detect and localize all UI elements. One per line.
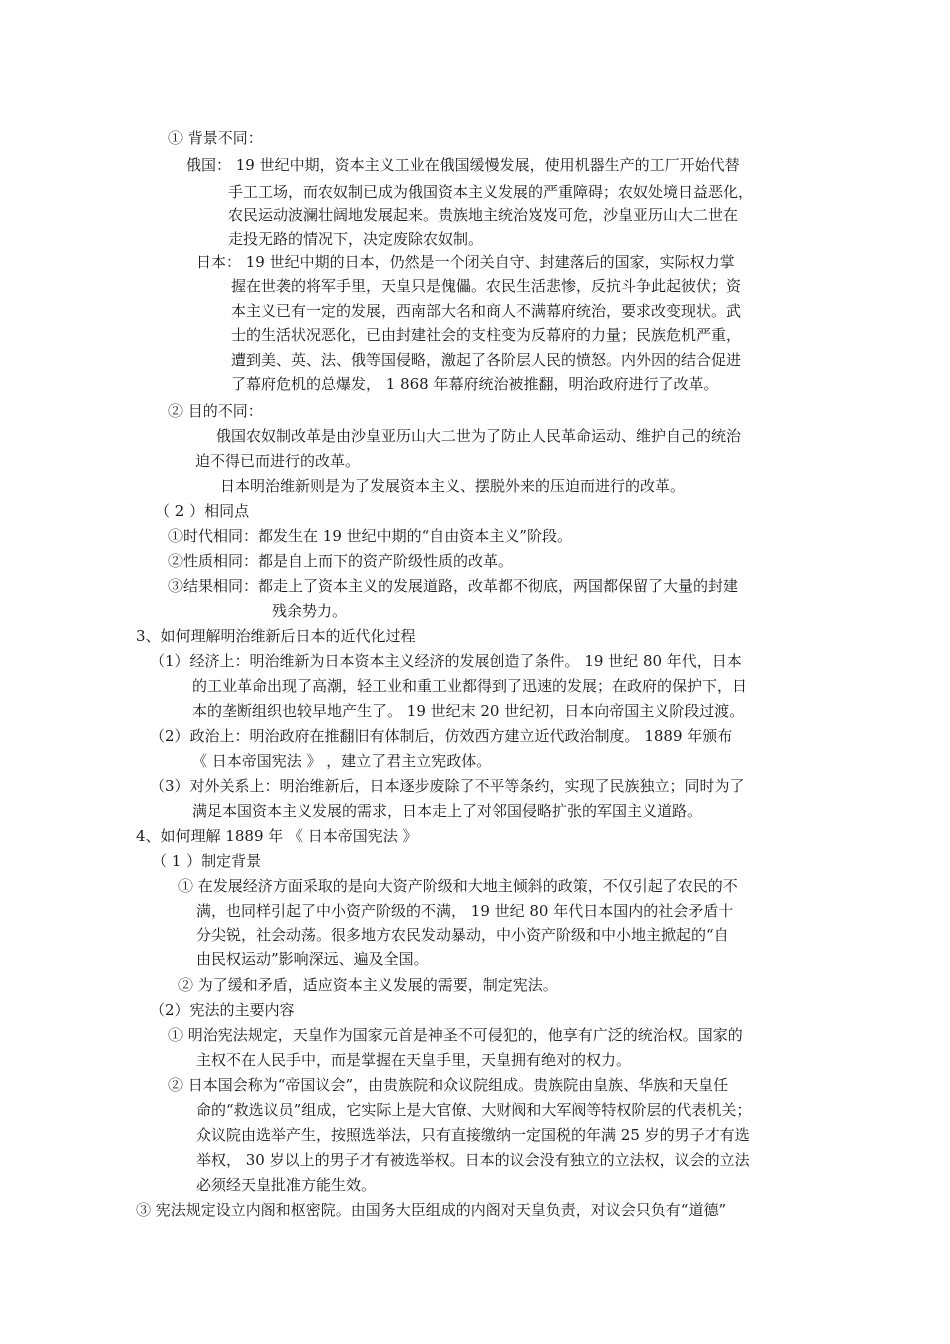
text-line: 俄国： 19 世纪中期，资本主义工业在俄国缓慢发展，使用机器生产的工厂开始代替 — [186, 156, 740, 174]
text-line: （2）宪法的主要内容 — [150, 1001, 295, 1019]
text-line: 众议院由选举产生，按照选举法，只有直接缴纳一定国税的年满 25 岁的男子才有选 — [196, 1126, 750, 1144]
text-line: 迫不得已而进行的改革。 — [195, 452, 361, 470]
text-line: ② 目的不同： — [168, 402, 263, 420]
text-line: 满足本国资本主义发展的需求，日本走上了对邻国侵略扩张的军国主义道路。 — [192, 802, 703, 820]
text-line: 由民权运动”影响深远、遍及全国。 — [196, 950, 429, 968]
text-line: 日本明治维新则是为了发展资本主义、摆脱外来的压迫而进行的改革。 — [220, 477, 686, 495]
text-line: ① 明治宪法规定，天皇作为国家元首是神圣不可侵犯的，他享有广泛的统治权。国家的 — [168, 1026, 743, 1044]
text-line: 遭到美、英、法、俄等国侵略，激起了各阶层人民的愤怒。内外因的结合促进 — [231, 351, 742, 369]
text-line: （2）政治上：明治政府在推翻旧有体制后，仿效西方建立近代政治制度。 1889 年颁布 — [150, 727, 733, 745]
text-line: 举权， 30 岁以上的男子才有被选举权。日本的议会没有独立的立法权，议会的立法 — [196, 1151, 750, 1169]
text-line: 手工工场，而农奴制已成为俄国资本主义发展的严重障碍；农奴处境日益恶化， — [228, 183, 754, 201]
text-line: 本的垄断组织也较早地产生了。 19 世纪末 20 世纪初，日本向帝国主义阶段过渡。 — [192, 702, 745, 720]
text-line: （1）经济上：明治维新为日本资本主义经济的发展创造了条件。 19 世纪 80 年代，日本 — [150, 652, 742, 670]
text-line: ①时代相同：都发生在 19 世纪中期的“自由资本主义”阶段。 — [168, 527, 572, 545]
text-line: （3）对外关系上：明治维新后，日本逐步废除了不平等条约，实现了民族独立；同时为了 — [150, 777, 745, 795]
text-line: 农民运动波澜壮阔地发展起来。贵族地主统治岌岌可危，沙皇亚历山大二世在 — [228, 206, 739, 224]
text-line: 《 日本帝国宪法 》 ，建立了君主立宪政体。 — [192, 752, 492, 770]
text-line: 本主义已有一定的发展，西南部大名和商人不满幕府统治，要求改变现状。武 — [231, 302, 742, 320]
text-line: 命的“救选议员”组成，它实际上是大官僚、大财阀和大军阀等特权阶层的代表机关； — [196, 1101, 752, 1119]
text-line: 走投无路的情况下，决定废除农奴制。 — [228, 230, 484, 248]
text-line: ① 背景不同： — [168, 129, 263, 147]
text-line: （ 1 ）制定背景 — [152, 852, 262, 870]
text-line: 士的生活状况恶化，已由封建社会的支柱变为反幕府的力量；民族危机严重， — [231, 326, 742, 344]
text-line: 日本： 19 世纪中期的日本，仍然是一个闭关自守、封建落后的国家，实际权力掌 — [196, 253, 735, 271]
text-line: （ 2 ）相同点 — [155, 502, 250, 520]
text-line: 满，也同样引起了中小资产阶级的不满， 19 世纪 80 年代日本国内的社会矛盾十 — [196, 902, 734, 920]
text-line: ① 在发展经济方面采取的是向大资产阶级和大地主倾斜的政策，不仅引起了农民的不 — [178, 877, 738, 895]
text-line: 俄国农奴制改革是由沙皇亚历山大二世为了防止人民革命运动、维护自己的统治 — [216, 427, 742, 445]
section-heading: 4、如何理解 1889 年 《 日本帝国宪法 》 — [136, 827, 418, 845]
text-line: 分尖锐，社会动荡。很多地方农民发动暴动，中小资产阶级和中小地主掀起的“自 — [196, 926, 729, 944]
text-line: 残余势力。 — [272, 602, 348, 620]
section-heading: 3、如何理解明治维新后日本的近代化过程 — [136, 627, 416, 645]
text-line: 的工业革命出现了高潮，轻工业和重工业都得到了迅速的发展；在政府的保护下，日 — [192, 677, 748, 695]
text-line: 主权不在人民手中，而是掌握在天皇手里，天皇拥有绝对的权力。 — [196, 1051, 632, 1069]
text-line: ② 日本国会称为“帝国议会”，由贵族院和众议院组成。贵族院由皇族、华族和天皇任 — [168, 1076, 729, 1094]
text-line: ② 为了缓和矛盾，适应资本主义发展的需要，制定宪法。 — [178, 976, 558, 994]
text-line: ②性质相同：都是自上而下的资产阶级性质的改革。 — [168, 552, 514, 570]
text-line: 了幕府危机的总爆发， 1 868 年幕府统治被推翻，明治政府进行了改革。 — [231, 375, 719, 393]
text-line: 必须经天皇批准方能生效。 — [196, 1176, 377, 1194]
text-line: ③结果相同：都走上了资本主义的发展道路，改革都不彻底，两国都保留了大量的封建 — [168, 577, 739, 595]
text-line: 握在世袭的将军手里，天皇只是傀儡。农民生活悲惨，反抗斗争此起彼伏；资 — [231, 277, 742, 295]
text-line: ③ 宪法规定设立内阁和枢密院。由国务大臣组成的内阁对天皇负责，对议会只负有“道德” — [136, 1201, 727, 1219]
